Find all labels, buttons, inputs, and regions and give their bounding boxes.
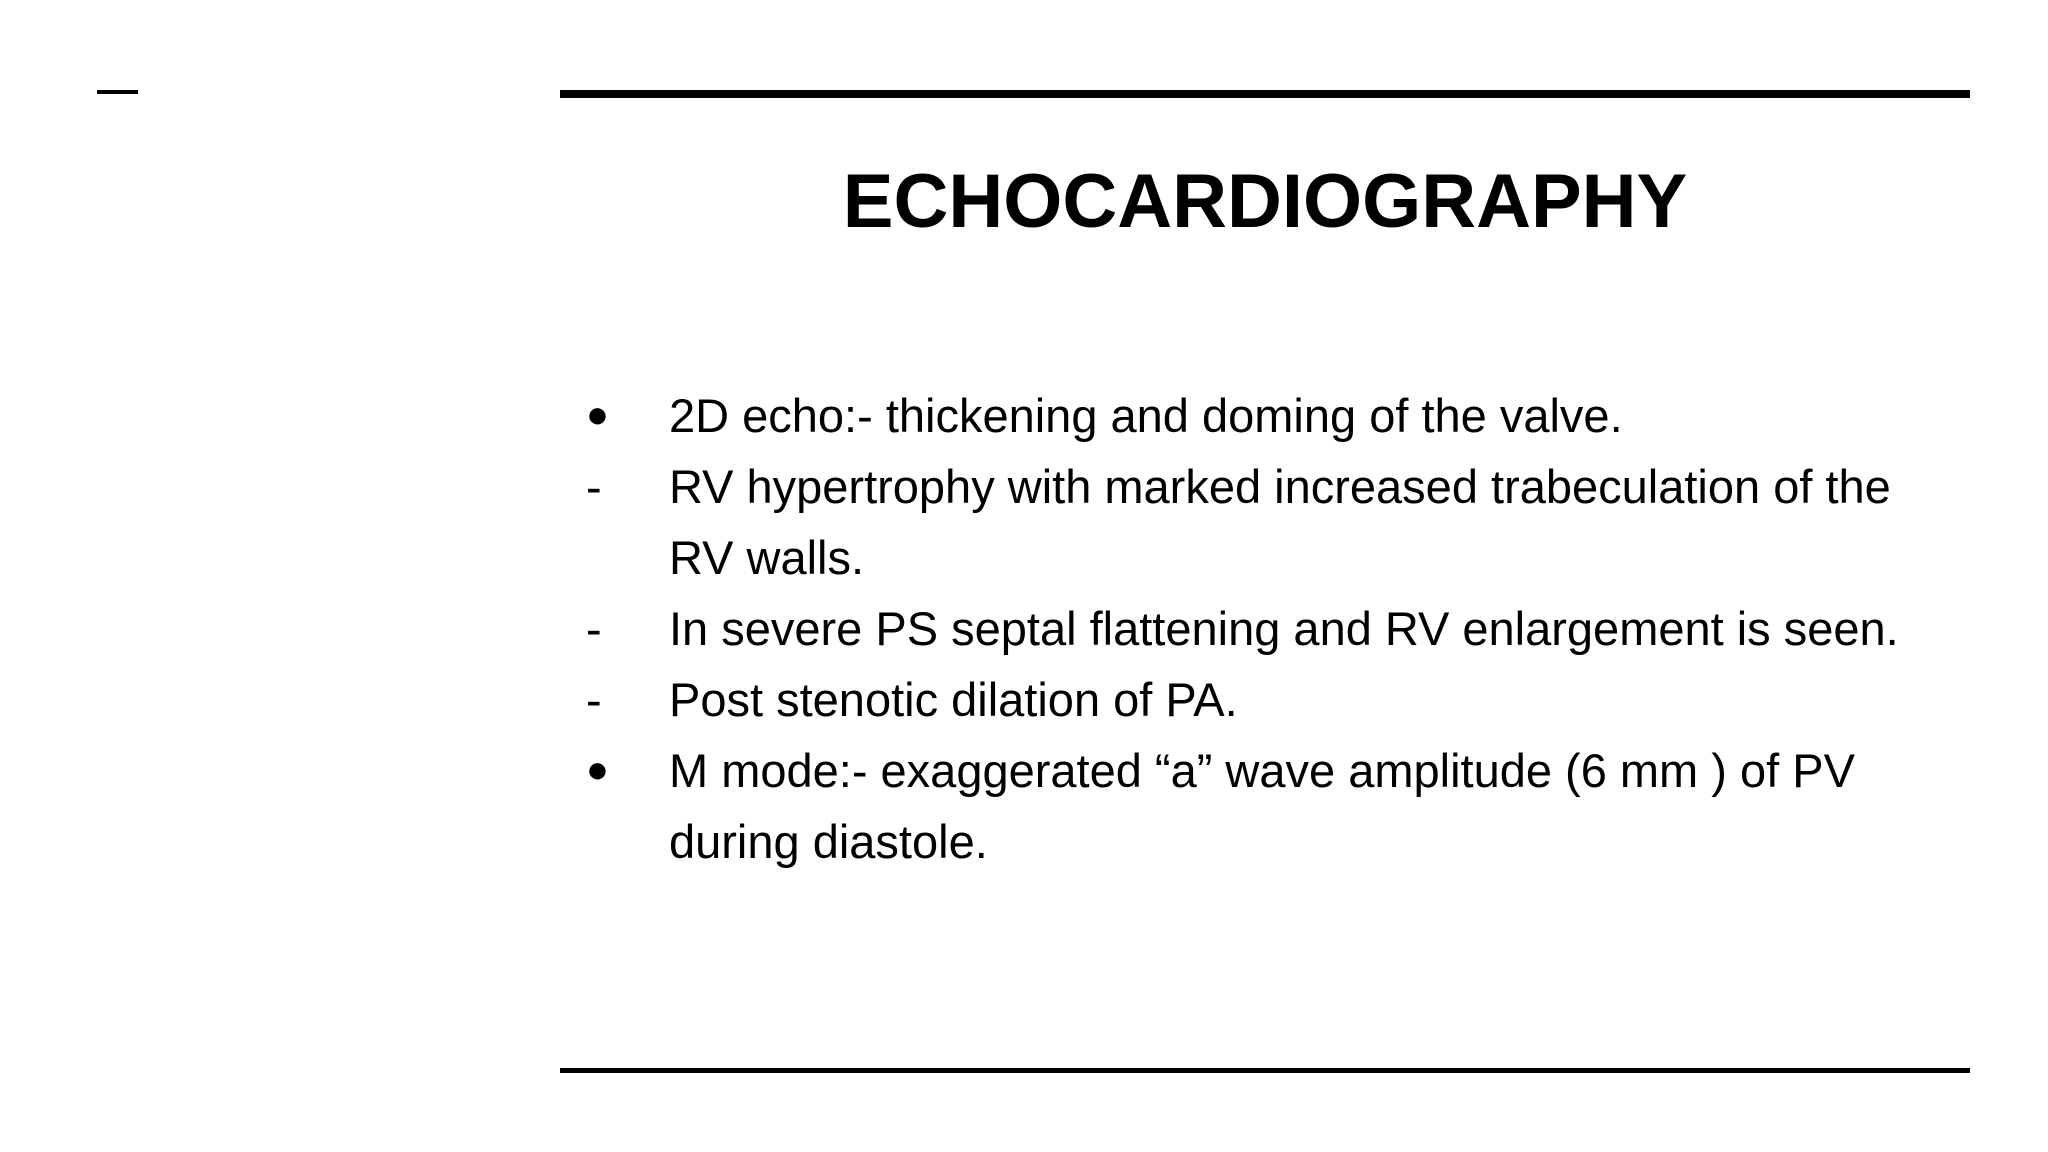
list-item-text: In severe PS septal flattening and RV enlargement is seen. bbox=[669, 602, 1899, 655]
corner-dash-decoration bbox=[97, 90, 138, 94]
content-list bbox=[586, 380, 1956, 877]
list-item bbox=[586, 593, 1956, 664]
top-rule bbox=[560, 90, 1970, 98]
list-item bbox=[586, 451, 1956, 593]
list-item bbox=[586, 735, 1956, 877]
list-item-text: M mode:- exaggerated “a” wave amplitude (6 mm ) of PV during diastole. bbox=[669, 744, 1855, 868]
dash-marker: - bbox=[586, 602, 602, 655]
bullet-marker: ● bbox=[586, 749, 609, 791]
dash-marker: - bbox=[586, 673, 602, 726]
list-item-text: Post stenotic dilation of PA. bbox=[669, 673, 1238, 726]
bullet-marker: ● bbox=[586, 394, 609, 436]
list-item-text: RV hypertrophy with marked increased trabeculation of the RV walls. bbox=[669, 460, 1891, 584]
list-item bbox=[586, 664, 1956, 735]
list-item bbox=[586, 380, 1956, 451]
list-item-text: 2D echo:- thickening and doming of the valve. bbox=[669, 389, 1623, 442]
dash-marker: - bbox=[586, 460, 602, 513]
bottom-rule bbox=[560, 1068, 1970, 1073]
slide-title: ECHOCARDIOGRAPHY bbox=[842, 159, 1688, 244]
